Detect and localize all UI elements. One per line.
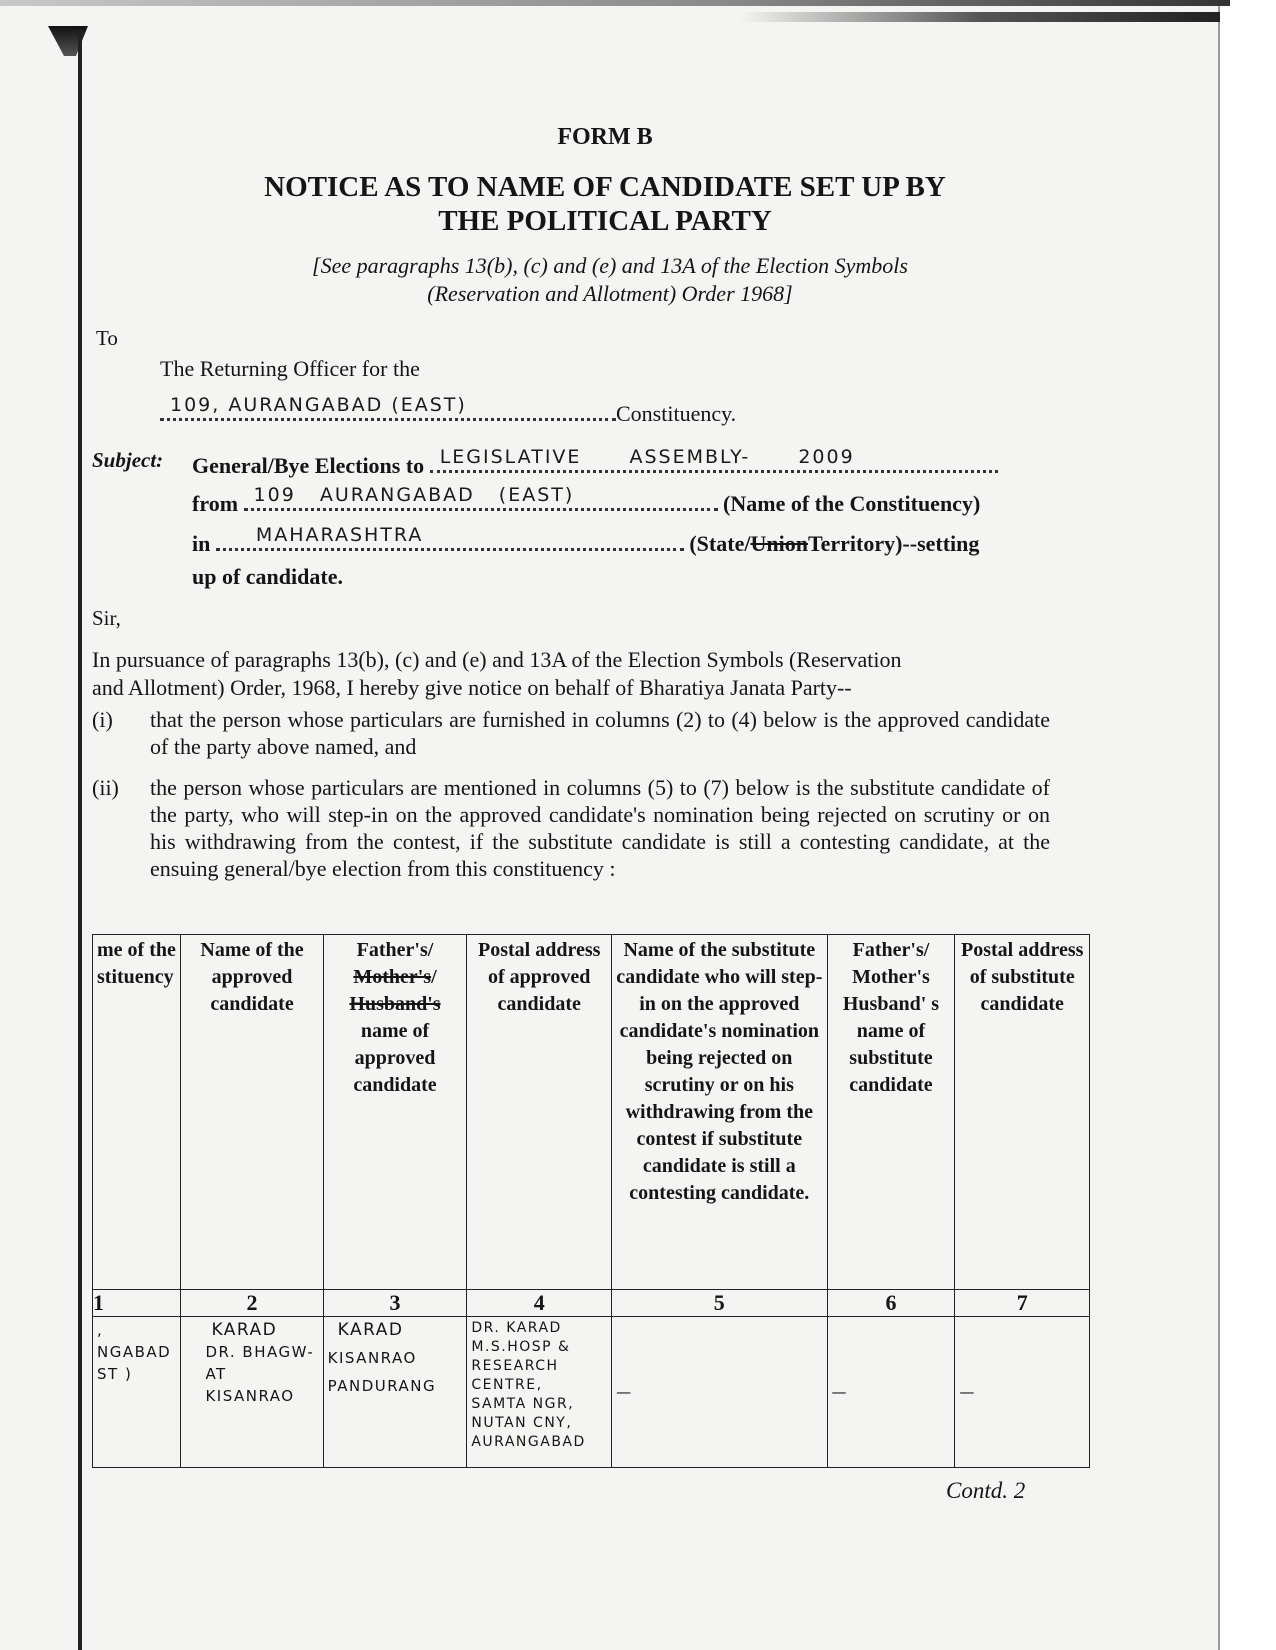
constituency-field[interactable]: [160, 396, 616, 421]
header-substitute-name: Name of the substitute candidate who will step-in on the approved candidate's nomination being rejected on scrutiny or on his withdrawing from the contest if substitute candidate is still a contesting candidate.: [612, 935, 827, 1290]
column-number-row: [93, 1290, 1090, 1317]
cell-line: RESEARCH: [471, 1358, 559, 1374]
item-i: [92, 706, 1052, 766]
binder-line: [78, 30, 82, 1650]
cell-substitute-name[interactable]: —: [612, 1317, 827, 1468]
subject-line3: [192, 526, 979, 557]
cell-line: SAMTA NGR,: [471, 1396, 575, 1412]
cell-substitute-address[interactable]: —: [955, 1317, 1090, 1468]
scan-artifact-top: [0, 0, 1230, 6]
cell-line: DR. KARAD: [471, 1320, 562, 1336]
cell-line: AT: [205, 1365, 227, 1383]
reference-note-line2: (Reservation and Allotment) Order 1968]: [427, 281, 793, 306]
in-prefix: in: [192, 531, 211, 556]
header-approved-name: Name of the approved candidate: [181, 935, 323, 1290]
column-number: 2: [181, 1290, 323, 1317]
cell-line: DR. BHAGW-: [205, 1343, 315, 1361]
cell-line: ST ): [97, 1365, 133, 1383]
column-number: 4: [467, 1290, 612, 1317]
state-suffix-b: Territory)--setting: [807, 531, 980, 556]
candidate-table: [92, 934, 1090, 1468]
cell-line: PANDURANG: [327, 1377, 437, 1395]
salutation: Sir,: [92, 606, 121, 630]
header-husband-struck: Husband's: [349, 993, 441, 1015]
cell-line: KARAD: [211, 1320, 278, 1340]
cell-line: KISANRAO: [327, 1349, 417, 1367]
header-slash: /: [431, 966, 437, 988]
cell-line: NUTAN CNY,: [471, 1415, 573, 1431]
cell-approved-name[interactable]: [181, 1317, 323, 1468]
cell-approved-address[interactable]: [467, 1317, 612, 1468]
to-label: To: [96, 326, 118, 350]
item-text: the person whose particulars are mentioned in columns (5) to (7) below is the substitute candidate of the party, who will step-in on the approved candidate's nomination being rejected on scrutiny or on his withdrawing from the contest, if the substitute candidate is still a contesting candidate, at the ensuing general/bye election from this constituency :: [150, 775, 1050, 881]
cell-substitute-parent[interactable]: —: [827, 1317, 955, 1468]
notice-title-line2: THE POLITICAL PARTY: [438, 205, 772, 237]
cell-line: ,: [97, 1321, 104, 1339]
subject-label: Subject:: [92, 448, 164, 472]
cell-line: M.S.HOSP &: [471, 1339, 571, 1355]
subject-line1: [192, 448, 998, 479]
constituency-row: [160, 396, 736, 427]
cell-line: KISANRAO: [205, 1387, 295, 1405]
election-value: LEGISLATIVE ASSEMBLY- 2009: [439, 446, 855, 468]
header-constituency: me of the stituency: [93, 935, 181, 1290]
election-prefix: General/Bye Elections to: [192, 453, 425, 478]
cell-line: CENTRE,: [471, 1377, 543, 1393]
table-row: [93, 1317, 1090, 1468]
subject-line2: [192, 486, 980, 517]
scan-artifact-streak: [740, 12, 1220, 22]
column-number: 1: [93, 1290, 181, 1317]
item-text: that the person whose particulars are furnished in columns (2) to (4) below is the approved candidate of the party above named, and: [150, 707, 1050, 759]
from-prefix: from: [192, 491, 239, 516]
state-suffix-a: (State/: [689, 531, 751, 556]
item-ii: [92, 774, 1052, 914]
cell-line: KARAD: [337, 1320, 404, 1340]
reference-note: [140, 252, 1080, 308]
state-suffix-struck: Union: [750, 531, 808, 556]
cell-line: NGABAD: [97, 1343, 172, 1361]
reference-note-line1: [See paragraphs 13(b), (c) and (e) and 13A of the Election Symbols: [312, 253, 908, 278]
notice-title: [120, 170, 1090, 238]
from-value: 109 AURANGABAD (EAST): [253, 484, 575, 506]
election-field[interactable]: [430, 448, 998, 473]
cell-constituency[interactable]: [93, 1317, 181, 1468]
subject-line4: up of candidate.: [192, 564, 343, 589]
page-edge: [1218, 0, 1276, 1650]
returning-officer-line: The Returning Officer for the: [160, 356, 420, 381]
header-father: Father's/: [356, 939, 434, 961]
header-substitute-parent: Father's/ Mother's Husband' s name of substitute candidate: [827, 935, 955, 1290]
cell-line: AURANGABAD: [471, 1434, 586, 1450]
intro-paragraph: [92, 646, 1052, 702]
header-approved-address: Postal address of approved candidate: [467, 935, 612, 1290]
table-header-row: [93, 935, 1090, 1290]
intro-line2: and Allotment) Order, 1968, I hereby give notice on behalf of Bharatiya Janata Party--: [92, 675, 852, 700]
form-label: FORM B: [557, 124, 653, 150]
column-number: 3: [323, 1290, 467, 1317]
column-number: 5: [612, 1290, 827, 1317]
column-number: 6: [827, 1290, 955, 1317]
state-value: MAHARASHTRA: [255, 524, 424, 546]
continued-note: Contd. 2: [946, 1478, 1026, 1503]
header-mother-struck: Mother's: [353, 966, 432, 988]
item-marker: (i): [92, 707, 113, 732]
from-field[interactable]: [244, 486, 718, 511]
item-marker: (ii): [92, 775, 119, 800]
notice-title-line1: NOTICE AS TO NAME OF CANDIDATE SET UP BY: [264, 171, 946, 203]
constituency-suffix: Constituency.: [616, 401, 737, 426]
intro-line1: In pursuance of paragraphs 13(b), (c) and (e) and 13A of the Election Symbols (Reservation: [92, 647, 902, 672]
constituency-value: 109, AURANGABAD (EAST): [170, 394, 467, 416]
header-approved-parent: [323, 935, 467, 1290]
header-substitute-address: Postal address of substitute candidate: [955, 935, 1090, 1290]
state-field[interactable]: [216, 526, 684, 551]
binder-clip-mark: [48, 26, 88, 56]
from-suffix: (Name of the Constituency): [723, 491, 981, 516]
column-number: 7: [955, 1290, 1090, 1317]
header-name-of-approved: name of approved candidate: [353, 1020, 437, 1096]
cell-approved-parent[interactable]: [323, 1317, 467, 1468]
